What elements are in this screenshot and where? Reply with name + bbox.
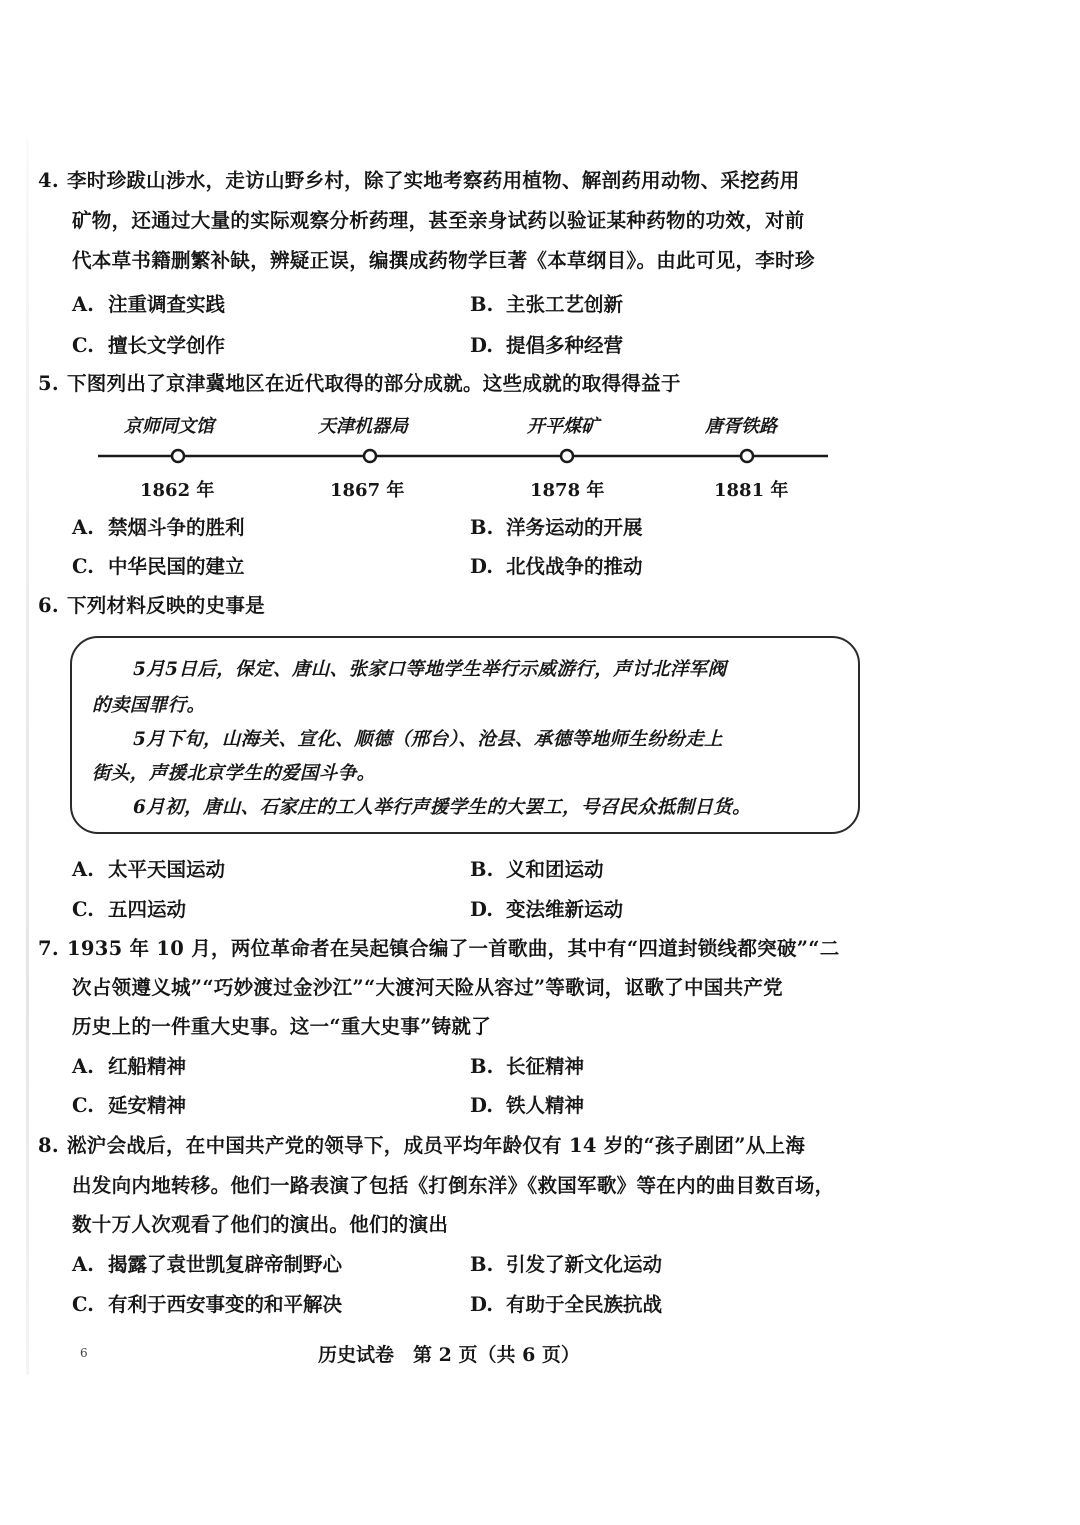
timeline-label: 京师同文馆 — [124, 416, 214, 437]
option-a[interactable]: A. 禁烟斗争的胜利 — [72, 516, 245, 539]
question-number: 8. — [38, 1134, 59, 1157]
option-c[interactable]: C. 延安精神 — [72, 1094, 187, 1117]
option-d[interactable]: D. 铁人精神 — [470, 1094, 585, 1117]
question-7-line-3: 历史上的一件重大史事。这一“重大史事”铸就了 — [72, 1015, 492, 1038]
timeline-node — [741, 450, 753, 462]
question-7-line-2: 次占领遵义城”“巧妙渡过金沙江”“大渡河天险从容过”等歌词，讴歌了中国共产党 — [72, 976, 783, 999]
footer-corner-mark: 6 — [80, 1346, 88, 1360]
option-c[interactable]: C. 中华民国的建立 — [72, 555, 245, 578]
question-8-line-3: 数十万人次观看了他们的演出。他们的演出 — [72, 1213, 449, 1236]
question-8-line-1: 8. 淞沪会战后，在中国共产党的领导下，成员平均年龄仅有 14 岁的“孩子剧团”从上海 — [38, 1134, 806, 1157]
question-7-line-1: 7. 1935 年 10 月，两位革命者在吴起镇合编了一首歌曲，其中有“四道封锁线都突破”“二 — [38, 937, 840, 960]
timeline-node — [172, 450, 184, 462]
timeline-label: 天津机器局 — [318, 416, 408, 437]
option-a[interactable]: A. 太平天国运动 — [72, 858, 226, 881]
option-b[interactable]: B. 主张工艺创新 — [470, 293, 624, 316]
timeline-year: 1881 年 — [714, 480, 789, 501]
option-c[interactable]: C. 擅长文学创作 — [72, 334, 226, 357]
question-number: 5. — [38, 372, 59, 395]
question-5-stem: 5. 下图列出了京津冀地区在近代取得的部分成就。这些成就的取得得益于 — [38, 372, 681, 395]
timeline-label: 唐胥铁路 — [705, 416, 777, 437]
question-4-line-2: 矿物，还通过大量的实际观察分析药理，甚至亲身试药以验证某种药物的功效，对前 — [72, 209, 805, 232]
option-b[interactable]: B. 长征精神 — [470, 1055, 585, 1078]
option-b[interactable]: B. 洋务运动的开展 — [470, 516, 643, 539]
option-a[interactable]: A. 揭露了袁世凯复辟帝制野心 — [72, 1253, 343, 1276]
question-number: 4. — [38, 169, 59, 192]
material-line: 街头，声援北京学生的爱国斗争。 — [92, 763, 376, 784]
material-line: 5月下旬，山海关、宣化、顺德（邢台）、沧县、承德等地师生纷纷走上 — [133, 729, 723, 750]
option-c[interactable]: C. 五四运动 — [72, 898, 187, 921]
question-4-line-1: 4. 李时珍跋山涉水，走访山野乡村，除了实地考察药用植物、解剖药用动物、采挖药用 — [38, 169, 800, 192]
option-a[interactable]: A. 红船精神 — [72, 1055, 187, 1078]
material-line: 6月初，唐山、石家庄的工人举行声援学生的大罢工，号召民众抵制日货。 — [133, 797, 752, 818]
timeline-node — [561, 450, 573, 462]
timeline-year: 1867 年 — [330, 480, 405, 501]
option-d[interactable]: D. 有助于全民族抗战 — [470, 1293, 663, 1316]
timeline-label: 开平煤矿 — [527, 416, 599, 437]
option-d[interactable]: D. 变法维新运动 — [470, 898, 624, 921]
option-b[interactable]: B. 引发了新文化运动 — [470, 1253, 663, 1276]
timeline-year: 1878 年 — [530, 480, 605, 501]
question-8-line-2: 出发向内地转移。他们一路表演了包括《打倒东洋》《救国军歌》等在内的曲目数百场， — [72, 1174, 835, 1197]
material-line: 的卖国罪行。 — [92, 695, 206, 716]
question-number: 6. — [38, 594, 59, 617]
question-6-stem: 6. 下列材料反映的史事是 — [38, 594, 265, 617]
option-d[interactable]: D. 提倡多种经营 — [470, 334, 624, 357]
option-b[interactable]: B. 义和团运动 — [470, 858, 604, 881]
timeline-year: 1862 年 — [140, 480, 215, 501]
timeline-node — [364, 450, 376, 462]
question-4-line-3: 代本草书籍删繁补缺，辨疑正误，编撰成药物学巨著《本草纲目》。由此可见，李时珍 — [72, 249, 815, 272]
question-number: 7. — [38, 937, 59, 960]
timeline-diagram — [0, 0, 1080, 520]
option-a[interactable]: A. 注重调查实践 — [72, 293, 226, 316]
page-footer: 历史试卷 第 2 页（共 6 页） — [318, 1344, 580, 1366]
option-c[interactable]: C. 有利于西安事变的和平解决 — [72, 1293, 343, 1316]
material-line: 5月5日后，保定、唐山、张家口等地学生举行示威游行，声讨北洋军阀 — [133, 659, 727, 680]
option-d[interactable]: D. 北伐战争的推动 — [470, 555, 643, 578]
